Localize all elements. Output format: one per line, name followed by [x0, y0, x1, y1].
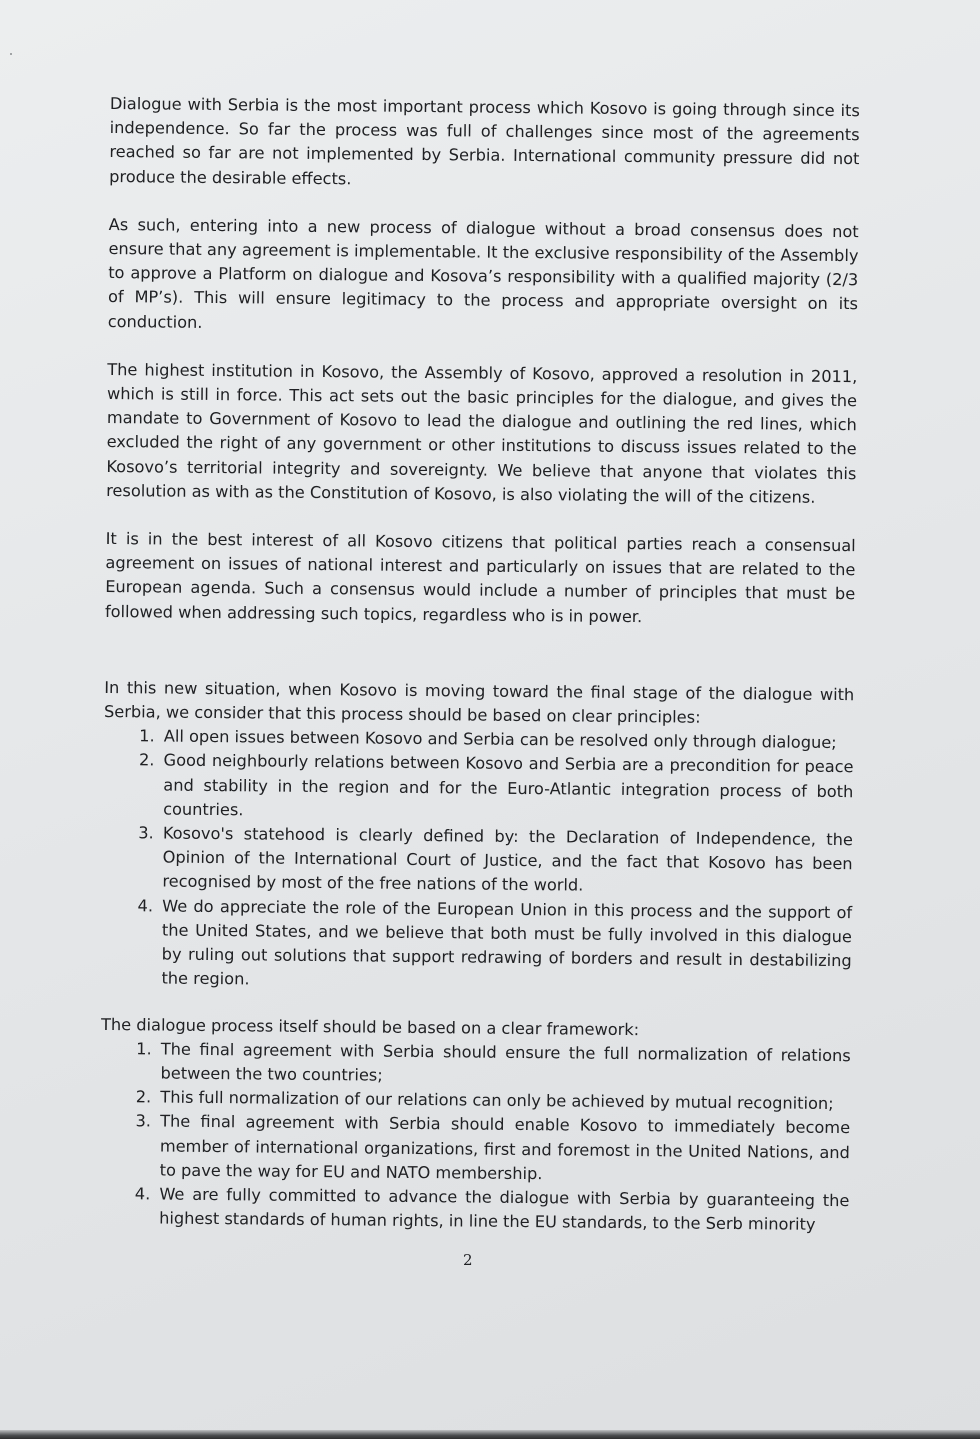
framework-item: 1. The final agreement with Serbia should ensure the full normalization of relations between the two countries;: [156, 1037, 850, 1092]
paragraph-dialogue-importance: Dialogue with Serbia is the most important process which Kosovo is going through since its independence. So far the process was full of challenges since most of the agreements reached so far are not implemented by Serbia. International community pressure did not produce the desirable effects.: [109, 93, 860, 188]
principles-list: [101, 724, 854, 997]
principle-item: 3. Kosovo's statehood is clearly defined by: the Declaration of Independence, the Opinion of the International Court of Justice, and the fact that Kosovo has been recognised by most of the free nations of the world.: [158, 822, 853, 901]
document-body: [99, 92, 860, 1259]
principles-intro: In this new situation, when Kosovo is moving toward the final stage of the dialogue with Serbia, we consider that this process should be based on clear principles:: [103, 677, 855, 727]
page-number: 2: [463, 1251, 473, 1269]
paragraph-assembly-resolution: The highest institution in Kosovo, the Assembly of Kosovo, approved a resolution in 2011, which is still in force. This act sets out the basic principles for the dialogue, and gives the mandate to Government of Kosovo to lead the dialogue and outlining the red lines, which excluded the right of any government or other institutions to discuss issues related to the Kosovo’s territorial integrity and sovereignty. We believe that anyone that violates this resolution as with as the Constitution of Kosovo, is also violating the will of the citizens.: [106, 359, 858, 507]
framework-item: 4. We are fully committed to advance the dialogue with Serbia by guaranteeing the highest standards of human rights, in line the EU standards, to the Serb minority: [155, 1182, 849, 1237]
photo-bottom-edge: [0, 1430, 980, 1439]
principle-item: 2. Good neighbourly relations between Kosovo and Serbia are a precondition for peace and stability in the region and for the Euro-Atlantic integration process of both countries.: [159, 749, 854, 828]
framework-list: [99, 1037, 851, 1238]
framework-item: 3. The final agreement with Serbia should enable Kosovo to immediately become member of international organizations, first and foremost in the United Nations, and to pave the way for EU and NATO membership.: [156, 1110, 851, 1189]
framework-intro: The dialogue process itself should be based on a clear framework:: [100, 1014, 640, 1039]
framework-item: 2. This full normalization of our relations can only be achieved by mutual recognition;: [156, 1086, 850, 1117]
paragraph-broad-consensus: As such, entering into a new process of dialogue without a broad consensus does not ensure that any agreement is implementable. It the exclusive responsibility of the Assembly to approve a Platform on dialogue and Kosova’s responsibility with a qualified majority (2/3 of MP’s). This will ensure legitimacy to the process and appropriate oversight on its conduction.: [107, 214, 859, 332]
paper-speck: [10, 53, 12, 55]
principle-item: 1. All open issues between Kosovo and Serbia can be resolved only through dialogue;: [160, 725, 854, 756]
principle-item: 4. We do appreciate the role of the European Union in this process and the support of the United States, and we believe that both must be fully involved in this dialogue by ruling out solutions that support redrawing of borders and result in destabilizing the region.: [157, 894, 852, 997]
paragraph-national-interest: It is in the best interest of all Kosovo citizens that political parties reach a consensual agreement on issues of national interest and particularly on issues that are related to the European agenda. Such a consensus would include a number of principles that must be followed when addressing such topics, regardless who is in power.: [104, 529, 856, 626]
